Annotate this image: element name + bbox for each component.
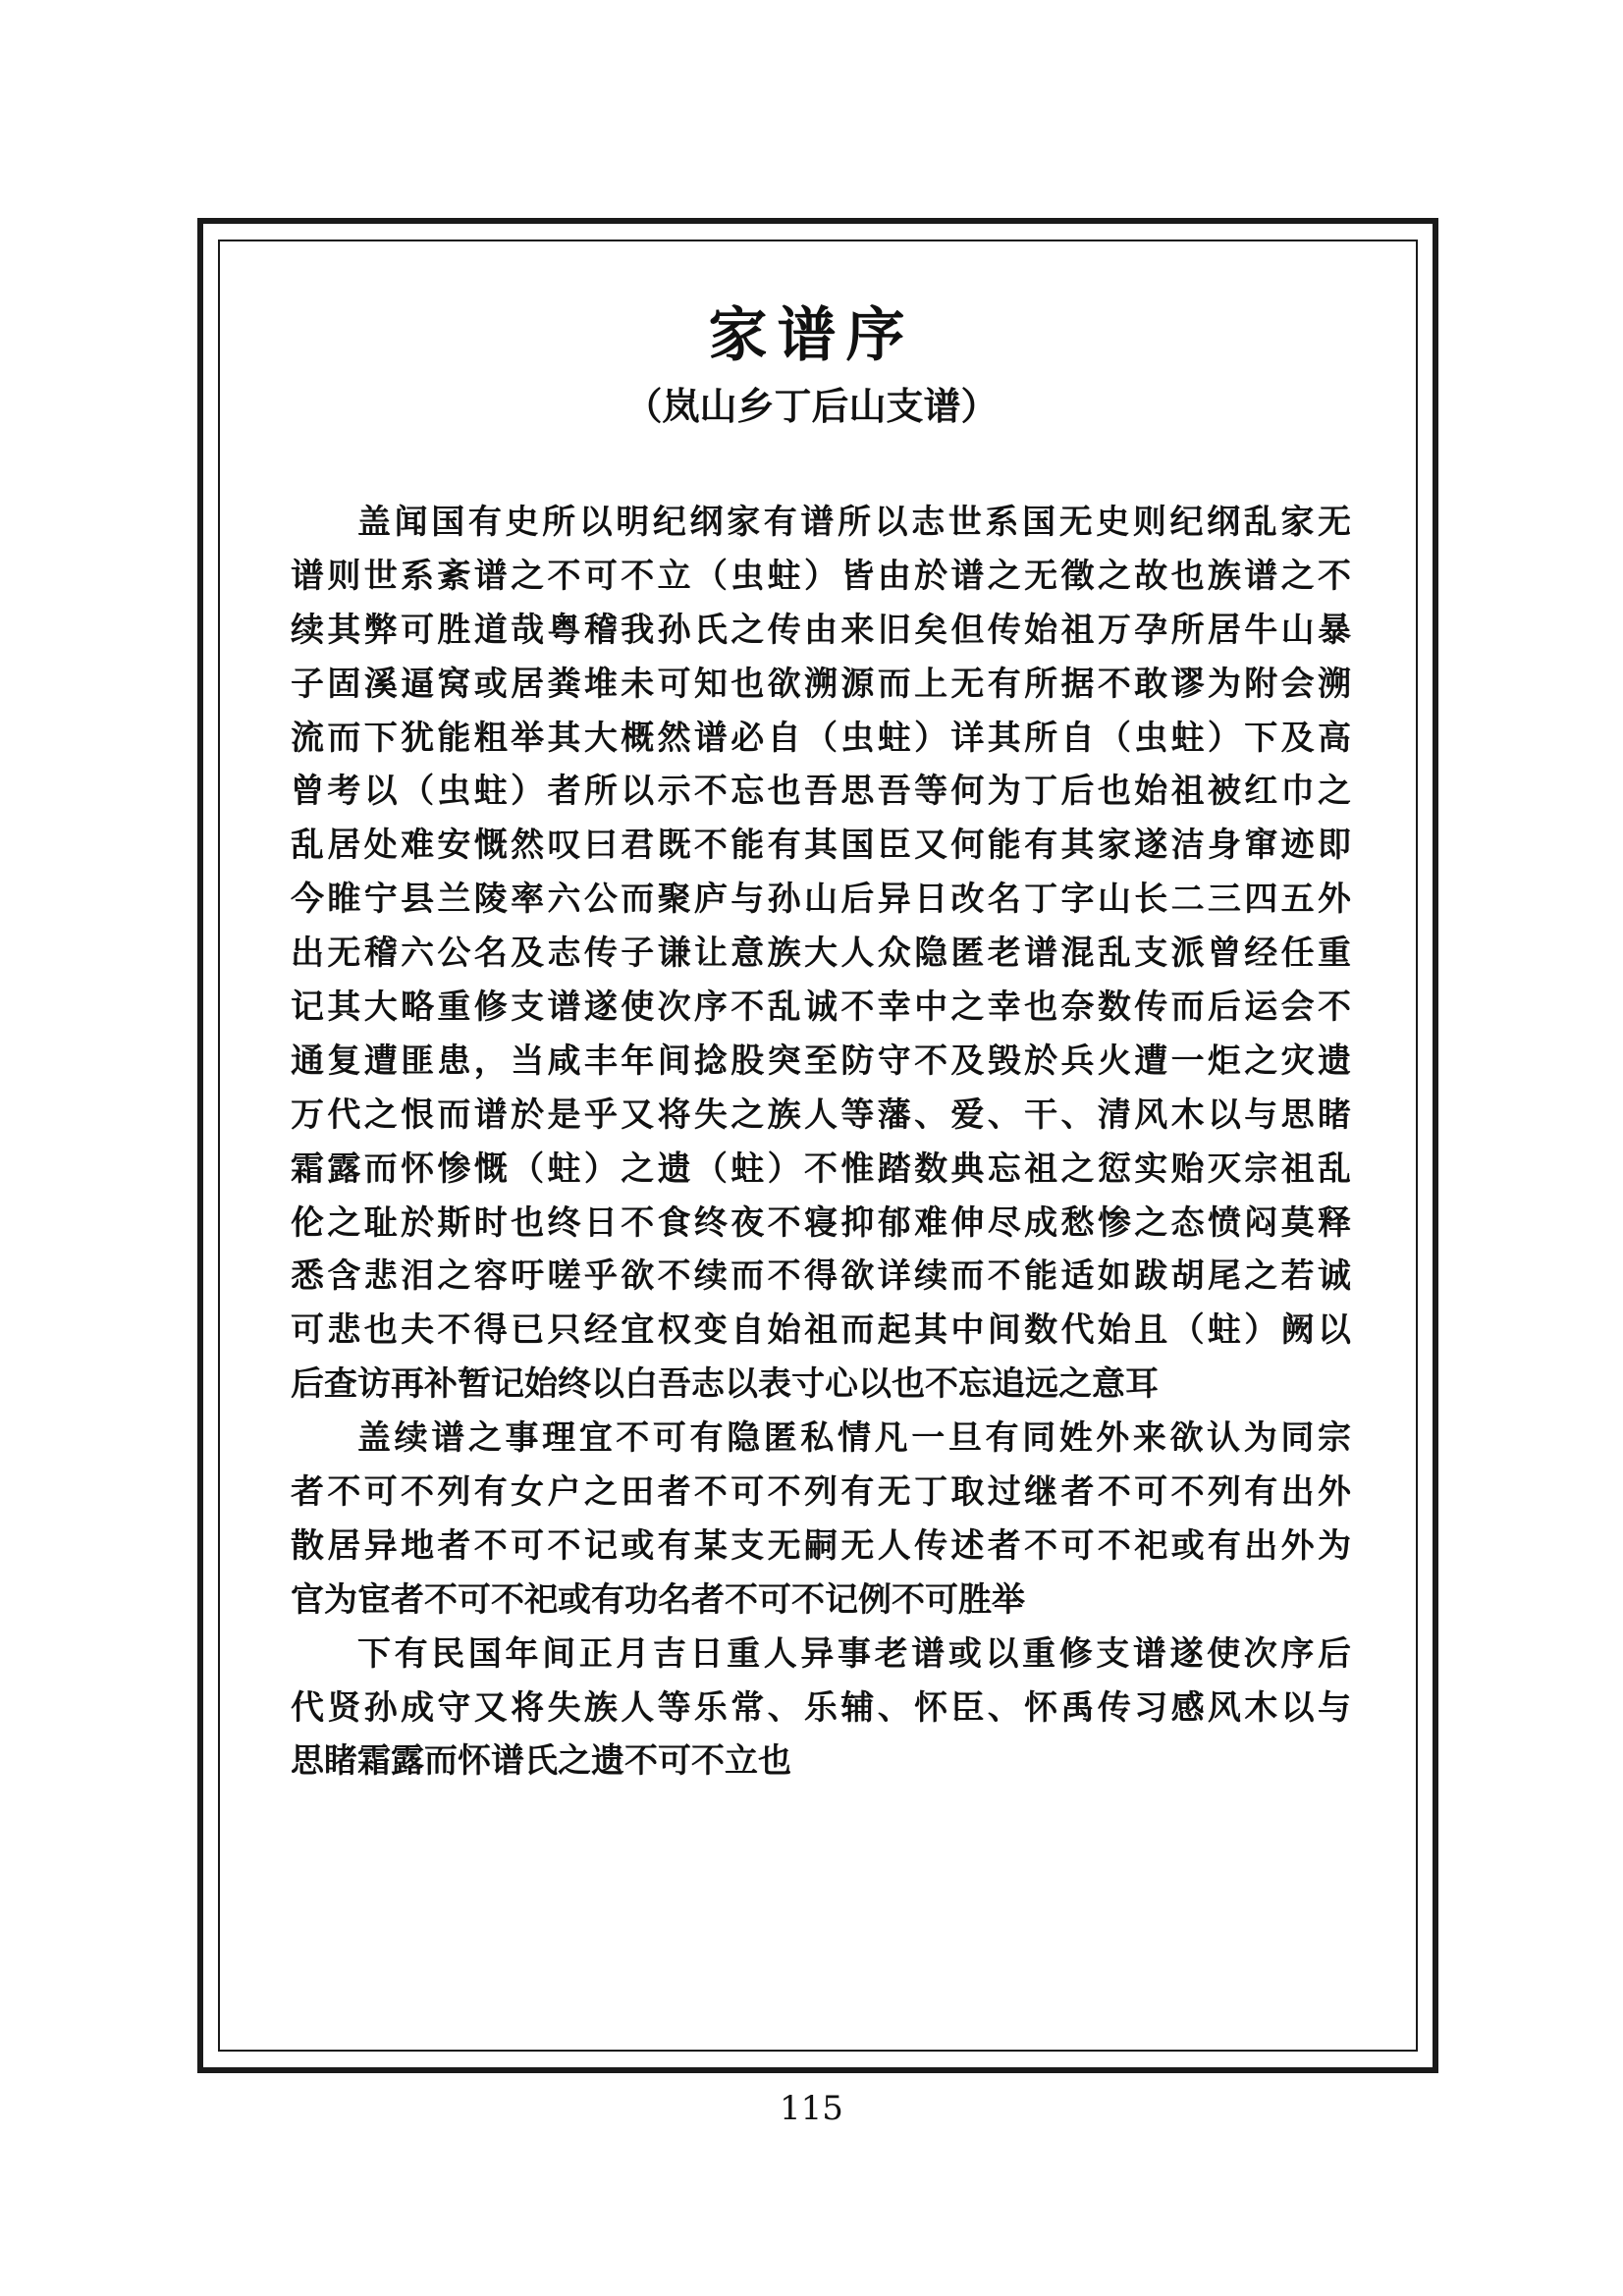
text-line: 通复遭匪患，当咸丰年间捻股突至防守不及毁於兵火遭一炬之灾遗 — [291, 1041, 1351, 1081]
text-line: 乱居处难安慨然叹曰君既不能有其国臣又何能有其家遂洁身窜迹即 — [291, 826, 1351, 866]
text-line: 盖闻国有史所以明纪纲家有谱所以志世系国无史则纪纲乱家无 — [357, 503, 1351, 542]
text-line: 盖续谱之事理宜不可有隐匿私情凡一旦有同姓外来欲认为同宗 — [357, 1418, 1351, 1459]
text-line: 代贤孙成守又将失族人等乐常、乐辅、怀臣、怀禹传习感风木以与 — [291, 1687, 1351, 1728]
text-line: 悉含悲泪之容吁嗟乎欲不续而不得欲详续而不能适如跋胡尾之若诚 — [291, 1256, 1351, 1297]
preface-body — [291, 496, 1351, 1789]
text-line: 今睢宁县兰陵率六公而聚庐与孙山后异日改名丁字山长二三四五外 — [291, 880, 1351, 920]
text-line: 后查访再补暂记始终以白吾志以表寸心以也不忘追远之意耳 — [291, 1364, 1159, 1405]
text-line: 记其大略重修支谱遂使次序不乱诚不幸中之幸也奈数传而后运会不 — [291, 988, 1351, 1028]
page-title: 家谱序 — [708, 301, 915, 370]
text-line: 可悲也夫不得已只经宜权变自始祖而起其中间数代始且（蛀）阙以 — [291, 1310, 1351, 1351]
text-line: 伦之耻於斯时也终日不食终夜不寝抑郁难伸尽成愁惨之态愤闷莫释 — [291, 1202, 1351, 1243]
text-line: 万代之恨而谱於是乎又将失之族人等藩、爱、干、清风木以与思睹 — [291, 1095, 1351, 1135]
text-line: 出无稽六公名及志传子谦让意族大人众隐匿老谱混乱支派曾经任重 — [291, 934, 1351, 974]
text-line: 散居异地者不可不记或有某支无嗣无人传述者不可不祀或有出外为 — [291, 1525, 1351, 1566]
text-line: 官为宦者不可不祀或有功名者不可不记例不可胜举 — [291, 1579, 1025, 1620]
page-number: 115 — [780, 2089, 843, 2128]
text-line: 续其弊可胜道哉粤稽我孙氏之传由来旧矣但传始祖万孕所居牛山暴 — [291, 610, 1351, 650]
text-line: 霜露而怀惨慨（蛀）之遗（蛀）不惟踏数典忘祖之愆实贻灭宗祖乱 — [291, 1148, 1351, 1189]
text-line: 思睹霜露而怀谱氏之遗不可不立也 — [291, 1741, 791, 1782]
text-line: 流而下犹能粗举其大概然谱必自（虫蛀）详其所自（虫蛀）下及高 — [291, 718, 1351, 758]
page-subtitle: （岚山乡丁后山支谱） — [624, 384, 999, 428]
text-line: 谱则世系紊谱之不可不立（虫蛀）皆由於谱之无徵之故也族谱之不 — [291, 556, 1351, 596]
text-line: 曾考以（虫蛀）者所以示不忘也吾思吾等何为丁后也始祖被红巾之 — [291, 772, 1351, 812]
text-line: 下有民国年间正月吉日重人异事老谱或以重修支谱遂使次序后 — [357, 1633, 1351, 1674]
text-line: 子固溪逼窝或居粪堆未可知也欲溯源而上无有所据不敢谬为附会溯 — [291, 664, 1351, 704]
text-line: 者不可不列有女户之田者不可不列有无丁取过继者不可不列有出外 — [291, 1472, 1351, 1513]
